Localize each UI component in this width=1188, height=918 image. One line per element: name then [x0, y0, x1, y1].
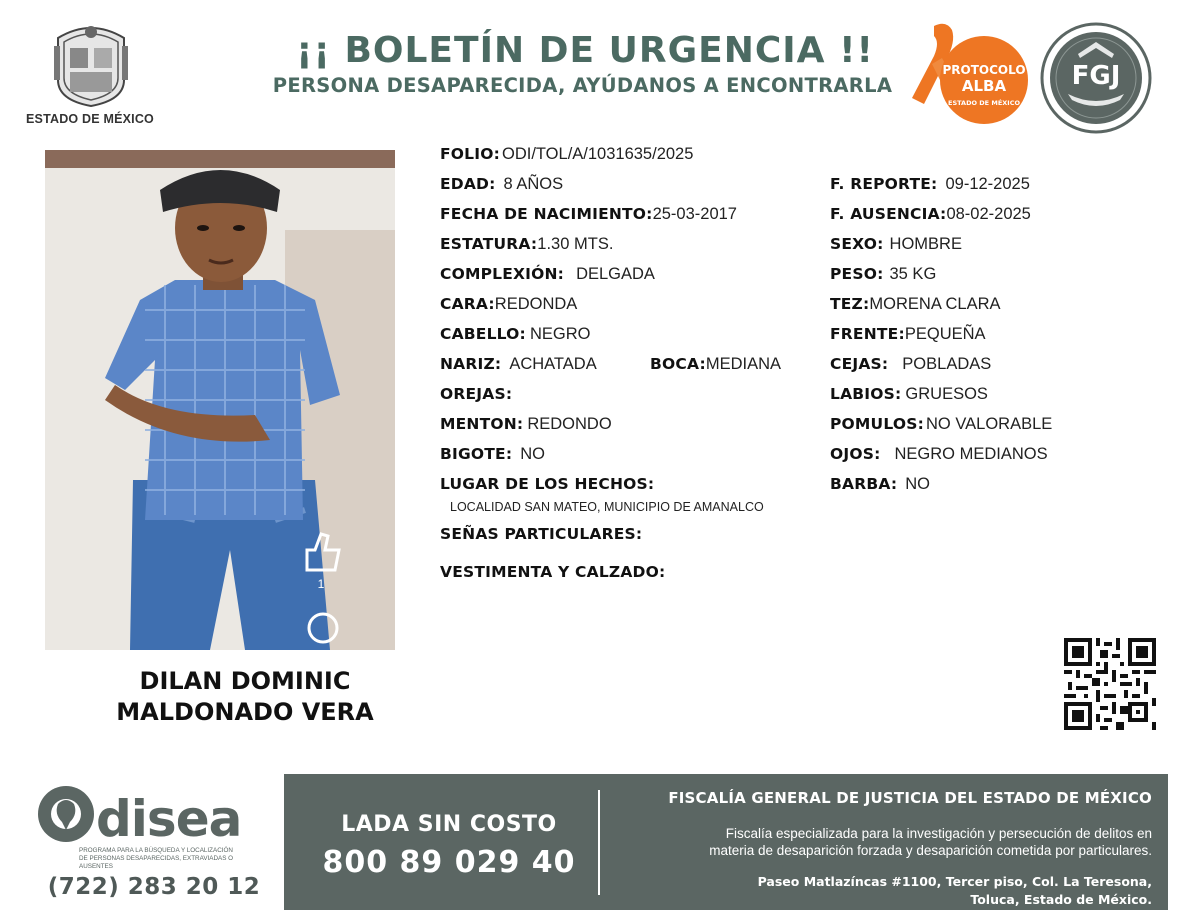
- field-lugar-hechos-value: LOCALIDAD SAN MATEO, MUNICIPIO DE AMANALCO: [450, 500, 764, 514]
- alba-line2: ALBA: [961, 77, 1007, 95]
- field-f-reporte: F. REPORTE: 09-12-2025: [830, 175, 1030, 193]
- footer-divider: [598, 790, 600, 895]
- protocolo-alba-logo-icon: [902, 20, 1032, 132]
- alba-line1: PROTOCOLO: [942, 63, 1026, 77]
- fiscalia-description: [606, 825, 1152, 859]
- alba-line3: ESTADO DE MÉXICO: [948, 99, 1020, 107]
- person-name-line2: MALDONADO VERA: [116, 698, 374, 726]
- bulletin-title: ¡¡ BOLETÍN DE URGENCIA !!: [296, 30, 874, 71]
- fgj-logo-icon: [1040, 22, 1152, 134]
- field-vestimenta: VESTIMENTA Y CALZADO:: [440, 563, 666, 581]
- field-cabello: CABELLO: NEGRO: [440, 325, 591, 343]
- estado-de-mexico-seal-icon: [50, 18, 132, 108]
- field-bigote: BIGOTE: NO: [440, 445, 545, 463]
- fiscalia-address: [640, 873, 1152, 909]
- person-name-line1: DILAN DOMINIC: [139, 667, 351, 695]
- field-barba: BARBA: NO: [830, 475, 930, 493]
- field-lugar-hechos: LUGAR DE LOS HECHOS:: [440, 475, 655, 493]
- odisea-phone[interactable]: (722) 283 20 12: [47, 874, 261, 900]
- fgj-text: FGJ: [1071, 61, 1121, 91]
- field-tez: TEZ:MORENA CLARA: [830, 295, 1001, 313]
- field-folio: FOLIO: ODI/TOL/A/1031635/2025: [440, 145, 694, 163]
- lada-label: LADA SIN COSTO: [341, 812, 557, 837]
- state-label: ESTADO DE MÉXICO: [26, 112, 154, 126]
- person-name: [60, 666, 430, 728]
- field-estatura: ESTATURA:1.30 MTS.: [440, 235, 614, 253]
- fiscalia-title: FISCALÍA GENERAL DE JUSTICIA DEL ESTADO DE MÉXICO: [668, 789, 1152, 807]
- field-frente: FRENTE:PEQUEÑA: [830, 325, 986, 343]
- field-peso: PESO: 35 KG: [830, 265, 937, 283]
- field-f-ausencia: F. AUSENCIA:08-02-2025: [830, 205, 1031, 223]
- address-line1: Paseo Matlazíncas #1100, Tercer piso, Col. La Teresona,: [757, 874, 1152, 889]
- field-senas: SEÑAS PARTICULARES:: [440, 525, 643, 543]
- missing-person-photo: [45, 150, 395, 650]
- field-labios: LABIOS: GRUESOS: [830, 385, 988, 403]
- odisea-program-line3: AUSENTES: [79, 863, 113, 870]
- bulletin-subtitle: PERSONA DESAPARECIDA, AYÚDANOS A ENCONTRARLA: [272, 74, 893, 97]
- field-nariz: NARIZ: ACHATADA: [440, 355, 597, 373]
- field-pomulos: POMULOS: NO VALORABLE: [830, 415, 1053, 433]
- odisea-logo-icon: [34, 786, 274, 876]
- odisea-program-line1: PROGRAMA PARA LA BÚSQUEDA Y LOCALIZACIÓN: [79, 847, 233, 854]
- address-line2: Toluca, Estado de México.: [970, 892, 1152, 907]
- like-count: 1: [317, 577, 325, 591]
- field-sexo: SEXO: HOMBRE: [830, 235, 962, 253]
- field-orejas: OREJAS:: [440, 385, 513, 403]
- field-cara: CARA:REDONDA: [440, 295, 578, 313]
- odisea-brand: disea: [96, 790, 242, 848]
- field-boca: BOCA:MEDIANA: [650, 355, 782, 373]
- lada-number[interactable]: 800 89 029 40: [322, 845, 576, 880]
- field-menton: MENTON: REDONDO: [440, 415, 612, 433]
- field-fecha-nacimiento: FECHA DE NACIMIENTO:25-03-2017: [440, 205, 737, 223]
- field-complexion: COMPLEXIÓN: DELGADA: [440, 265, 655, 283]
- field-ojos: OJOS: NEGRO MEDIANOS: [830, 445, 1048, 463]
- field-edad: EDAD: 8 AÑOS: [440, 175, 564, 193]
- qr-code-icon[interactable]: [1064, 638, 1156, 730]
- fiscalia-desc-line1: Fiscalía especializada para la investigación y persecución de delitos en: [725, 826, 1152, 841]
- fiscalia-desc-line2: materia de desaparición forzada y desaparición cometida por particulares.: [709, 843, 1152, 858]
- odisea-program-line2: DE PERSONAS DESAPARECIDAS, EXTRAVIADAS O: [79, 855, 234, 862]
- field-cejas: CEJAS: POBLADAS: [830, 355, 992, 373]
